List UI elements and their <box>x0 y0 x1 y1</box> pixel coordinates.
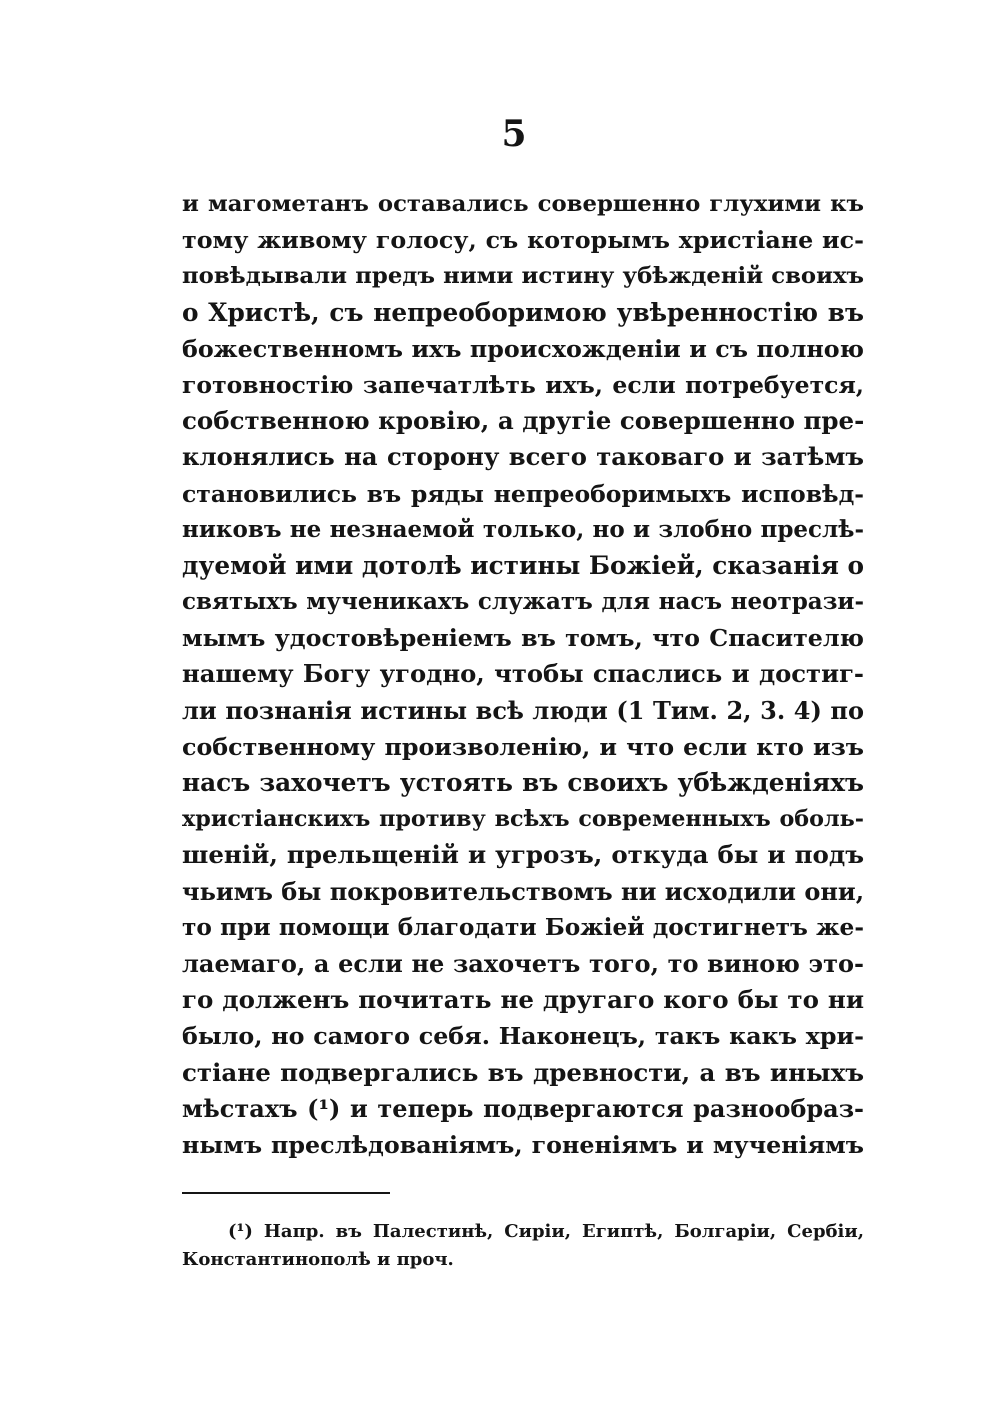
text-line: тому живому голосу, съ которымъ христіане ис- <box>182 226 864 255</box>
text-line: нымъ преслѣдованіямъ, гоненіямъ и мученіямъ <box>182 1130 864 1159</box>
text-line: готовностію запечатлѣть ихъ, если потребуется, <box>182 370 864 399</box>
text-line: насъ захочетъ устоять въ своихъ убѣжденіяхъ <box>182 768 864 797</box>
text-line: шеній, прельщеній и угрозъ, откуда бы и подъ <box>182 840 864 870</box>
footnote-line: Константинополѣ и проч. <box>182 1249 454 1270</box>
text-line: христіанскихъ противу всѣхъ современныхъ оболь- <box>182 806 864 833</box>
text-line: святыхъ мученикахъ служатъ для насъ неотрази- <box>182 588 864 616</box>
body-text <box>182 186 864 1163</box>
text-line: го долженъ почитать не другаго кого бы то ни <box>182 985 864 1015</box>
text-line: повѣдывали предъ ними истину убѣжденій своихъ <box>182 263 864 290</box>
text-line: клонялись на сторону всего таковаго и затѣмъ <box>182 442 864 472</box>
text-line: становились въ ряды непреоборимыхъ исповѣд- <box>182 479 864 508</box>
footnote-rule <box>182 1192 390 1194</box>
page-number: 5 <box>501 113 527 155</box>
text-line: лаемаго, а если не захочетъ того, то виною это- <box>182 948 864 978</box>
text-line: мымъ удостовѣреніемъ въ томъ, что Спасителю <box>182 624 864 653</box>
text-line: и магометанъ оставались совершенно глухими къ <box>182 191 864 217</box>
text-line: чьимъ бы покровительствомъ ни исходили они, <box>182 876 865 906</box>
text-line: нашему Богу угодно, чтобы спаслись и достиг- <box>182 659 864 689</box>
footnote-line: (¹) Напр. въ Палестинѣ, Сиріи, Египтѣ, Болгаріи, Сербіи, <box>228 1221 864 1242</box>
text-line: то при помощи благодати Божіей достигнетъ же- <box>182 913 864 941</box>
text-line: божественномъ ихъ происхожденіи и съ полною <box>182 334 864 363</box>
text-line: никовъ не незнаемой только, но и злобно преслѣ- <box>182 515 864 543</box>
text-line: ли познанія истины всѣ люди (1 Тим. 2, 3. 4) по <box>182 695 864 725</box>
text-line: дуемой ими дотолѣ истины Божіей, сказанія о <box>182 550 865 580</box>
text-line: мѣстахъ (¹) и теперь подвергаются разнообраз- <box>182 1093 864 1123</box>
footnotes <box>182 1218 864 1274</box>
text-line: о Христѣ, съ непреоборимою увѣренностію въ <box>182 297 864 327</box>
text-line: собственному произволенію, и что если кто изъ <box>182 732 864 761</box>
text-line: стіане подвергались въ древности, а въ иныхъ <box>182 1057 864 1087</box>
text-line: было, но самого себя. Наконецъ, такъ какъ хри- <box>182 1022 864 1051</box>
text-line: собственною кровію, а другіе совершенно пре- <box>182 406 865 436</box>
